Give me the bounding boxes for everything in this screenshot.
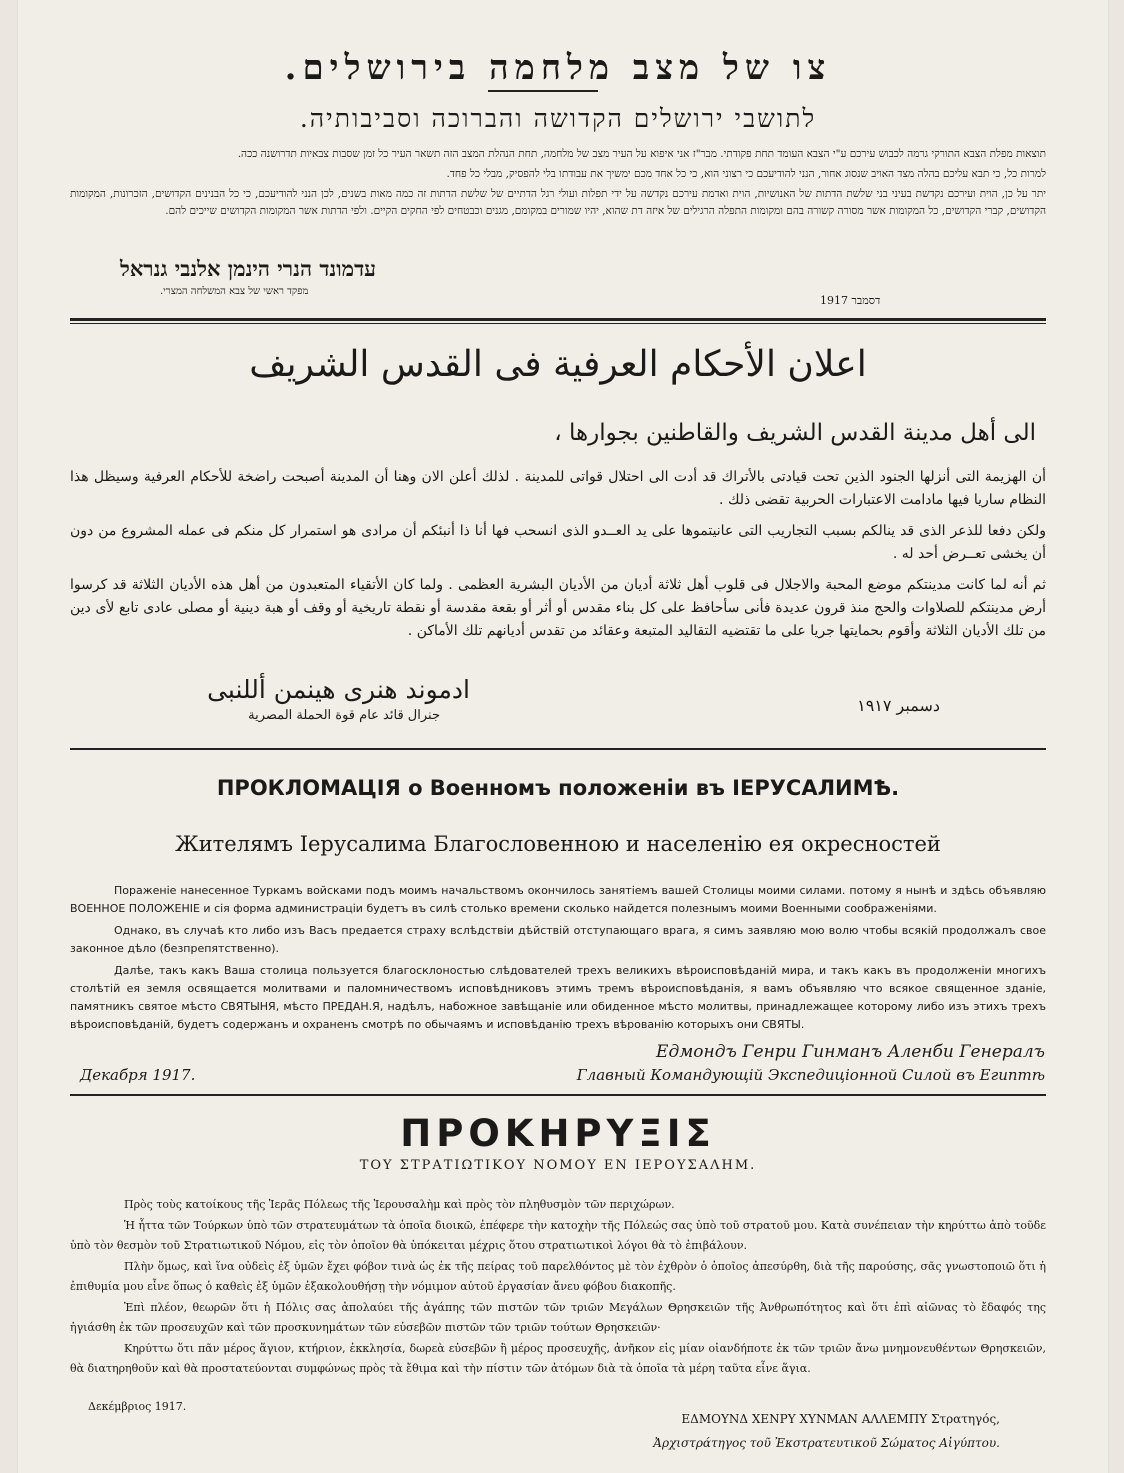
- arabic-subtitle: الى أهل مدينة القدس الشريف والقاطنين بجوارها ،: [554, 420, 1036, 446]
- section-divider: [70, 318, 1046, 321]
- hebrew-date: דסמבר 1917: [820, 294, 881, 307]
- russian-subtitle: Жителямъ Іерусалима Благословенною и населенію ея окресностей: [175, 832, 941, 856]
- hebrew-signature: עדמונד הנרי הינמן אלנבי גנראל: [120, 256, 377, 281]
- greek-body: [70, 1195, 1046, 1380]
- greek-paragraph: Κηρύττω ὅτι πᾶν μέρος ἅγιον, κτήριον, ἐκκλησία, δωρεὰ εὐσεβῶν ἢ μέρος προσευχῆς, ἀνῆκον εἰς μίαν οἱανδήποτε ἐκ τῶν τριῶν ἄνω μνημονευθέντων Θρησκειῶν, θὰ διατηρηθοῦν καὶ θὰ προστατεύονται συμφώνως πρὸς τὰ ἔθιμα καὶ τὴν πίστιν τῶν ἀτόμων διὰ τὰ ὁποῖα τὰ μέρη ταῦτα εἶνε ἅγια.: [70, 1342, 1046, 1375]
- hebrew-signature-title: מפקד ראשי של צבא המשלחה המצרי.: [160, 286, 309, 297]
- russian-paragraph: Пораженіе нанесенное Туркамъ войсками подъ моимъ начальствомъ окончилось занятіемъ вашей Столицы моими силами. потому я нынѣ и здѣсь объявляю ВОЕННОЕ ПОЛОЖЕНІЕ и сія форма администраціи будетъ въ силѣ столько времени сколько найдется полезнымъ моими Военными соображеніями.: [70, 884, 1046, 915]
- arabic-signature: ادموند هنرى هينمن أللنبى: [207, 675, 470, 704]
- hebrew-title-underline: [488, 90, 598, 92]
- russian-signature: Едмондъ Генри Гинманъ Аленби Генералъ: [656, 1042, 1045, 1062]
- hebrew-body: [70, 146, 1046, 223]
- russian-paragraph: Однако, въ случаѣ кто либо изъ Васъ предается страху вслѣдствіи дѣйствій отступающаго врага, я симъ заявляю мою волю чтобы всякій продолжалъ свое законное дѣло (безпрепятственно).: [70, 924, 1046, 955]
- hebrew-subtitle: לתושבי ירושלים הקדושה והברוכה וסביבותיה.: [299, 104, 817, 133]
- arabic-title: اعلان الأحكام العرفية فى القدس الشريف: [249, 344, 867, 385]
- russian-signature-title: Главный Командующій Экспедиціонной Силой въ Египтѣ: [576, 1066, 1045, 1084]
- arabic-paragraph: ثم أنه لما كانت مدينتكم موضع المحبة والاجلال فى قلوب أهل ثلاثة أديان من الأديان البشرية العظمى . ولما كان الأتقياء المتعبدون من أهل هذه الأديان الثلاثة قد كرسوا أرض مدينتكم للصلاوات والحج منذ قرون عديدة فأنى سأحافظ على كل بناء مقدس أو أثر أو بقعة مقدسة أو نقطة تاريخية أو وقف أو هبة دينية أو مصلى عادى تابع لأى دين من تلك الأديان الثلاثة وأقوم بحمايتها جريا على ما تقتضيه التقاليد المتبعة وعقائد من تقدس أديانهم تلك الأماكن .: [70, 577, 1046, 639]
- section-divider-thin: [70, 323, 1046, 324]
- greek-paragraph: Ἐπὶ πλέον, θεωρῶν ὅτι ἡ Πόλις σας ἀπολαύει τῆς ἀγάπης τῶν πιστῶν τῶν τριῶν Μεγάλων Θρησκειῶν τῆς Ἀνθρωπότητος καὶ ὅτι ἐπὶ αἰῶνας τὸ ἔδαφός της ἡγιάσθη ἐκ τῶν προσευχῶν καὶ τῶν προσκυνημάτων τῶν εὐσεβῶν πιστῶν τῶν τριῶν τούτων Θρησκειῶν·: [70, 1301, 1046, 1334]
- hebrew-paragraph: למרות כל, כי תבא עליכם בהלה מצד האויב שנסוג אחור, הנני להודיעכם כי רצוני הוא, כי כל אחד מכם ימשיך את עבודתו בלי להפסיק, מבלי כל פחד.: [446, 168, 1046, 180]
- section-divider: [70, 1094, 1046, 1096]
- greek-signature: ΕΔΜΟΥΝΔ ΧΕΝΡΥ ΧΥΝΜΑΝ ΑΛΛΕΜΠΥ Στρατηγός,: [681, 1412, 1000, 1426]
- greek-signature-title: Ἀρχιστράτηγος τοῦ Ἐκστρατευτικοῦ Σώματος Αἰγύπτου.: [653, 1436, 1000, 1450]
- hebrew-paragraph: תוצאות מפלת הצבא התורקי גרמה לכבוש עירכם ע"י הצבא העומד תחת פקודתי. מבר"ז אני איפוא על העיר מצב של מלחמה, תחת הנהלת המצב הזה תשאר העיר כל זמן שסבות צבאיות תדרושנה ככה.: [237, 148, 1046, 160]
- section-divider: [70, 748, 1046, 750]
- hebrew-title: צו של מצב מלחמה בירושלים.: [284, 48, 832, 88]
- greek-date: Δεκέμβριος 1917.: [88, 1400, 187, 1413]
- arabic-body: [70, 466, 1046, 651]
- arabic-signature-title: جنرال قائد عام قوة الحملة المصرية: [248, 708, 440, 723]
- greek-paragraph: Πλὴν ὅμως, καὶ ἵνα οὐδεὶς ἐξ ὑμῶν ἔχει φόβον τινὰ ὡς ἐκ τῆς πείρας τοῦ παρελθόντος μὲ τὸν ἐχθρὸν ὁ ὁποῖος ἀπεσύρθη, διὰ τῆς παρούσης, σᾶς γνωστοποιῶ ὅτι ἡ ἐπιθυμία μου εἶνε ὅπως ὁ καθεὶς ἐξ ὑμῶν ἐξακολουθήσῃ τὴν νόμιμον αὐτοῦ ἐργασίαν ἄνευ φόβου διακοπῆς.: [70, 1260, 1046, 1293]
- arabic-paragraph: أن الهزيمة التى أنزلها الجنود الذين تحت قيادتى بالأتراك قد أدت الى احتلال قواتى للمدينة . لذلك أعلن الان وهنا أن المدينة أصبحت راضخة للأحكام العرفية وسيظل هذا النظام ساريا فيها مادامت الاعتبارات الحربية تقضى ذلك .: [70, 469, 1046, 508]
- greek-paragraph: Ἡ ἧττα τῶν Τούρκων ὑπὸ τῶν στρατευμάτων τὰ ὁποῖα διοικῶ, ἐπέφερε τὴν κατοχὴν τῆς Πόλεώς σας ὑπὸ τοῦ στρατοῦ μου. Κατὰ συνέπειαν τὴν κηρύττω ἀπὸ τοῦδε ὑπὸ τὸν θεσμὸν τοῦ Στρατιωτικοῦ Νόμου, εἰς τὸν ὁποῖον θὰ ὑπόκειται μέχρις ὅτου στρατιωτικοὶ λόγοι θὰ τὸ ἐπιβάλουν.: [70, 1219, 1046, 1252]
- arabic-date: دسمبر ١٩١٧: [857, 696, 940, 715]
- arabic-paragraph: ولكن دفعا للذعر الذى قد ينالكم بسبب التجاريب التى عانيتموها على يد العــدو الذى انسحب فها أنا ذا أنبئكم أن مرادى هو استمرار كل منكم فى عمله المشروع من دون أن يخشى تعــرض أحد له .: [70, 523, 1046, 562]
- russian-date: Декабря 1917.: [80, 1066, 196, 1084]
- russian-body: [70, 882, 1046, 1038]
- greek-paragraph: Πρὸς τοὺς κατοίκους τῆς Ἱερᾶς Πόλεως τῆς Ἱερουσαλὴμ καὶ πρὸς τὸν πληθυσμὸν τῶν περιχώρων.: [124, 1198, 675, 1211]
- russian-title: ПРОКЛОМАЦІЯ о Военномъ положеніи въ ІЕРУСАЛИМѢ.: [216, 776, 900, 800]
- russian-paragraph: Далѣе, такъ какъ Ваша столица пользуется благосклоностью слѣдователей трехъ великихъ вѣроисповѣданій мира, и такъ какъ въ продолженіи многихъ столѣтій ея земля освящается молитвами и паломничествомъ исповѣдниковъ этимъ тремъ вѣроисповѣданія, я вамъ объявляю что всякое священное зданіе, памятникъ святое мѣсто СВЯТЫНЯ, мѣсто ПРЕДАН.Я, надѣлъ, набожное завѣщаніе или обиденное мѣсто молитвы, принадлежащее которому либо изъ этихъ трехъ вѣроисповѣданій, будетъ содержанъ и охраненъ смотрѣ по обычаямъ и исповѣданію трехъ вѣрованію которыхъ они СВЯТЫ.: [70, 964, 1046, 1031]
- hebrew-paragraph: יתר על כן, הוית ועירכם נקדשת בעיני בני שלשת הדתות של האנושיות, הוית ואדמת עירכם נקדשה על ידי תפלות ועולי רגל הדתיים של שלשת הדתות זה כמה מאות בשנים, לכן הנני להודיעכם, כי כל הבנינים הקדושים, הזכרונות, המקומות הקדושים, קברי הקדושים, כל המקומות אשר מסורה קשורה בהם ומקומות התפלה הרגילים של איזה דת שהוא, יהיו שמורים במקומם, מגנים וכבטחים לפי החקים הקיים. ולפי הדתות אשר המקומות הקדושים שייכים להם.: [70, 188, 1046, 217]
- greek-subtitle: ΤΟΥ ΣΤΡΑΤΙΩΤΙΚΟΥ ΝΟΜΟΥ ΕΝ ΙΕΡΟΥΣΑΛΗΜ.: [359, 1158, 757, 1173]
- greek-title: ΠΡΟΚΗΡΥΞΙΣ: [400, 1112, 716, 1155]
